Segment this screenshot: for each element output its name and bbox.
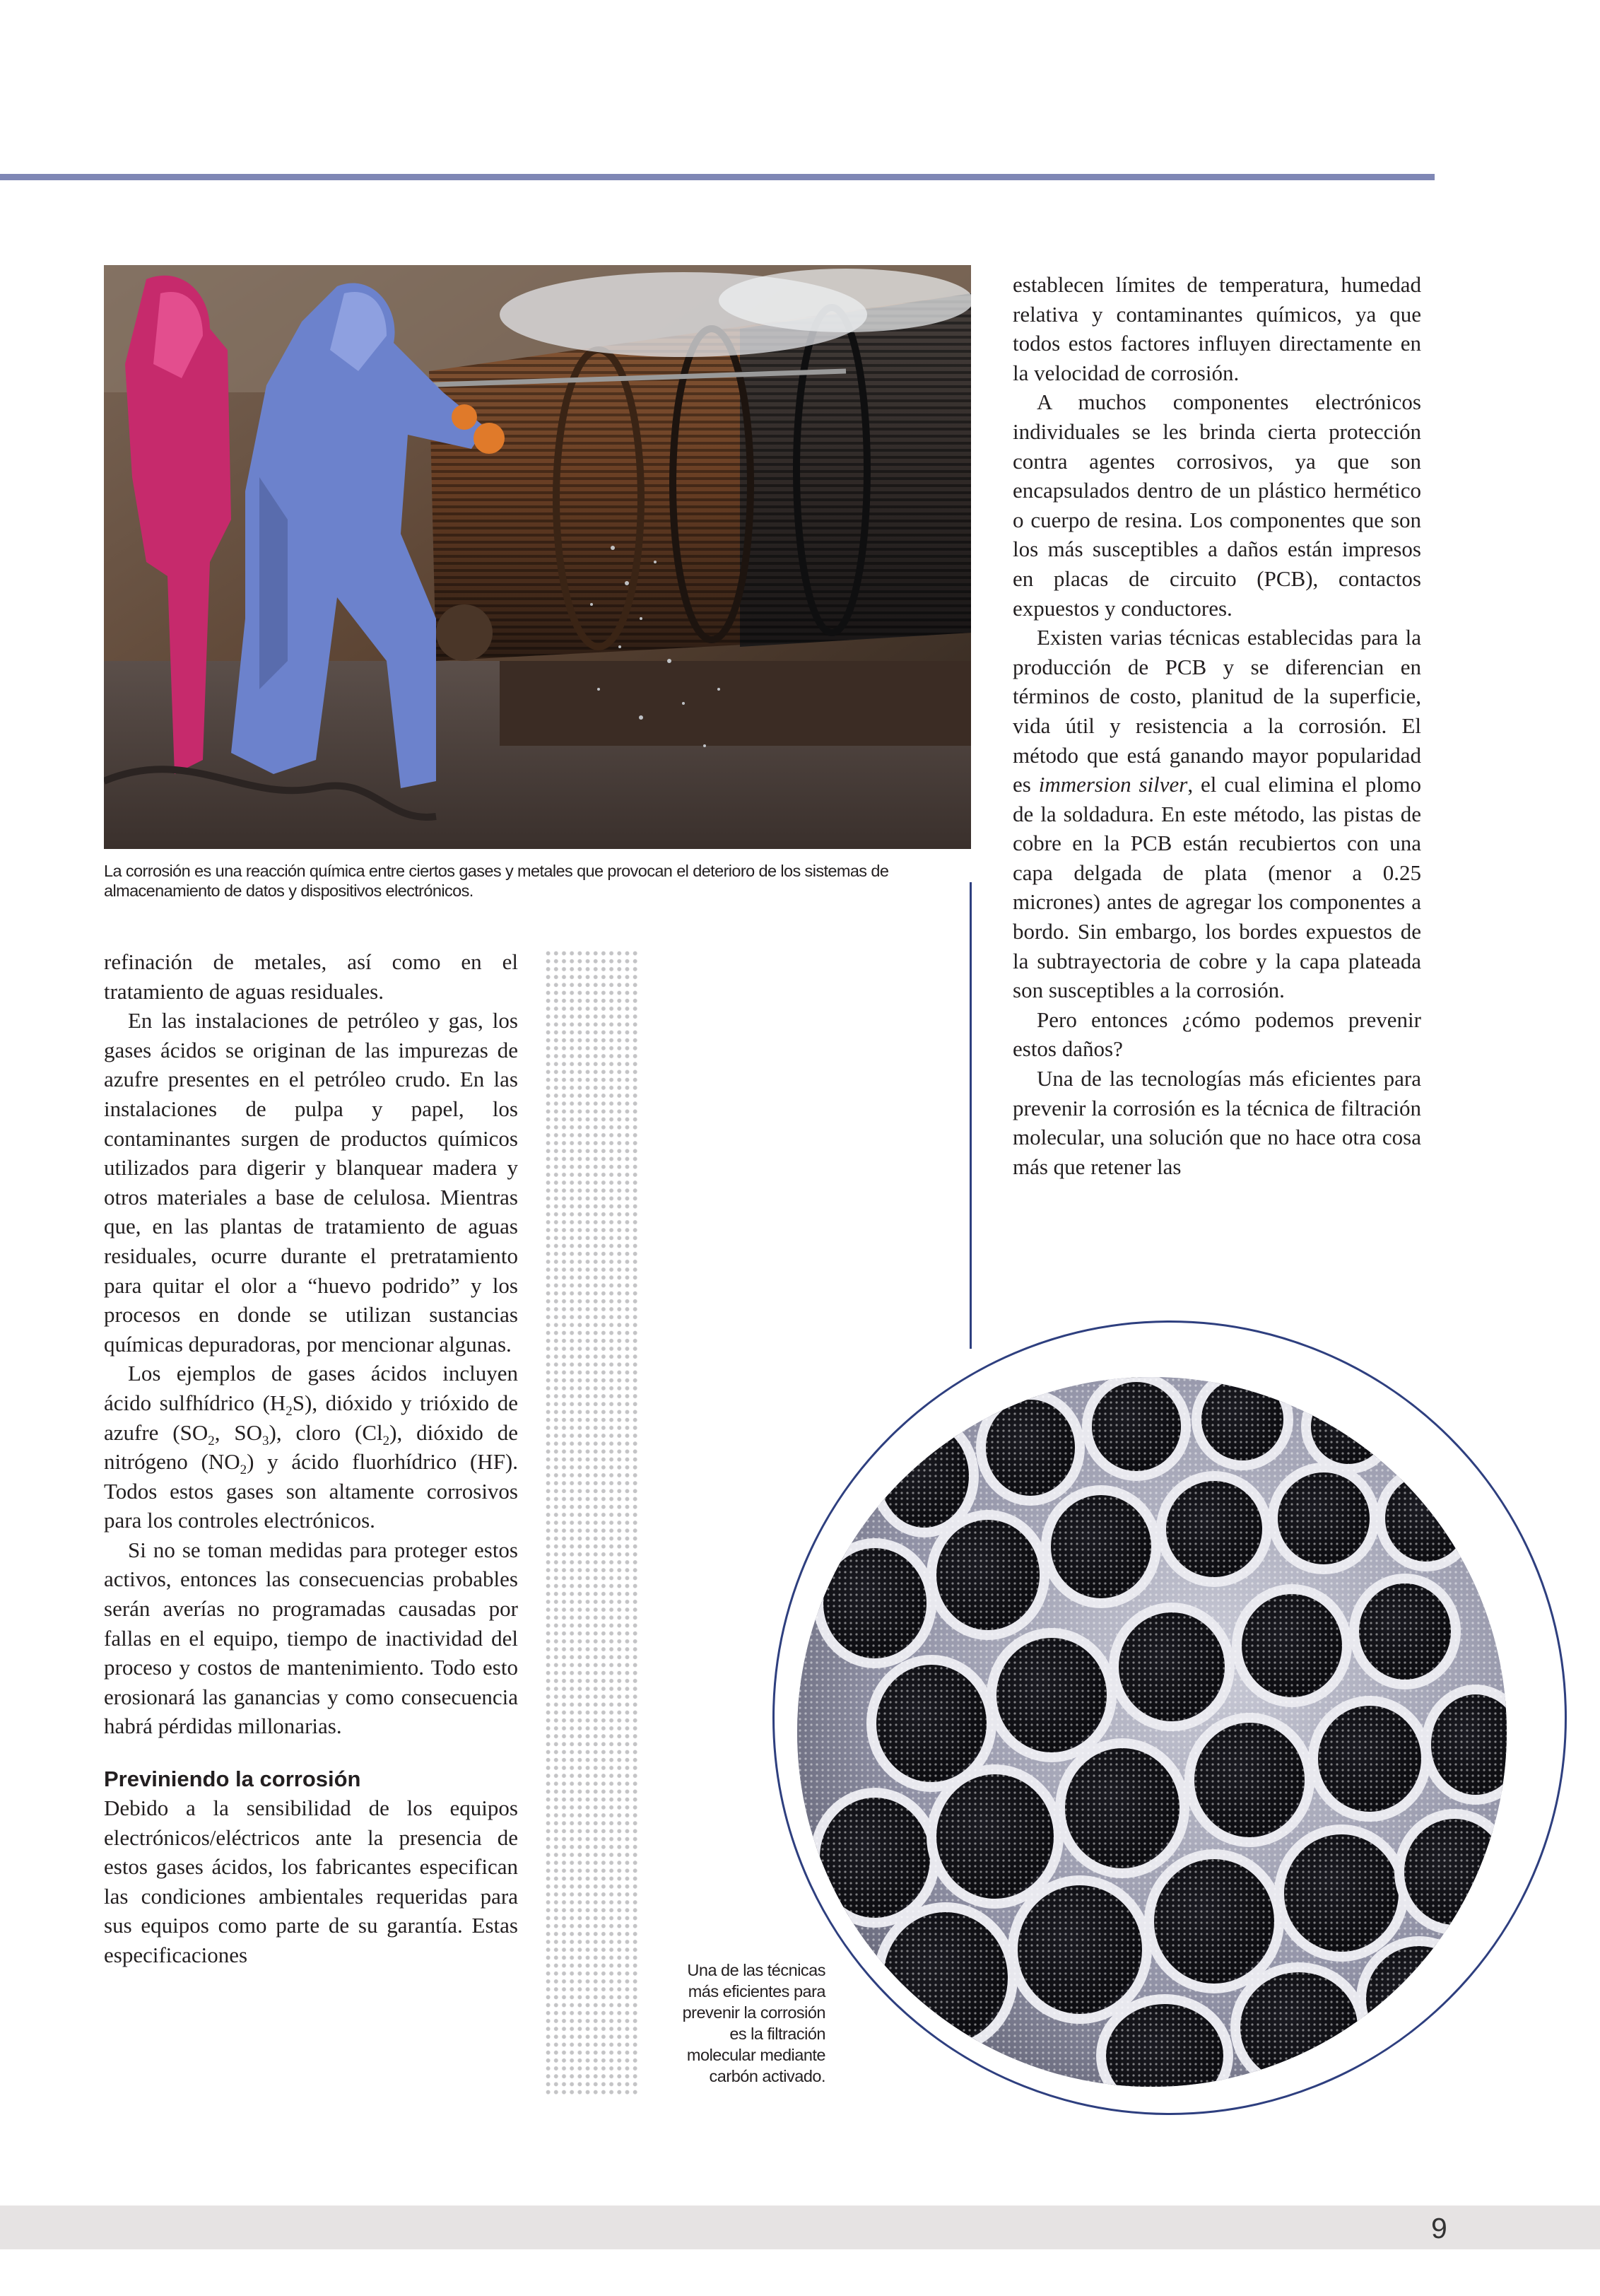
- paragraph-acid-gases: Los ejemplos de gases ácidos incluyen ácido sulfhídrico $(H_2S)$, dióxido y trióxido de azufre ($SO_2$, $SO_3$), cloro $(Cl_2)$, dióxido de nitrógeno $(NO_2)$ y ácido fluorhídrico (HF). Todos estos gases son altamente corrosivos para los controles electrónicos.: [104, 1361, 519, 1533]
- text-column-right: [1013, 270, 1421, 1181]
- caption-line: más eficientes para: [688, 1982, 825, 2001]
- header-rule: [0, 174, 1435, 180]
- text-column-left: [104, 947, 518, 1970]
- paragraph: Una de las tecnologías más eficientes para prevenir la corrosión es la técnica de filtración molecular, una solución que no hace otra cosa más que retener las: [1013, 1066, 1421, 1179]
- dot-pattern-divider: [544, 949, 640, 2096]
- paragraph: refinación de metales, así como en el tratamiento de aguas residuales.: [104, 949, 518, 1004]
- caption-line: carbón activado.: [709, 2067, 825, 2085]
- caption-line: Una de las técnicas: [687, 1961, 825, 1979]
- paragraph: Debido a la sensibilidad de los equipos electrónicos/eléctricos ante la presencia de estos gases ácidos, los fabricantes especifican las condiciones ambientales requeridas para sus equipos como parte de su garantía. Estas especificaciones: [104, 1796, 518, 1967]
- caption-line: prevenir la corrosión: [682, 2003, 825, 2022]
- photo2-caption: [636, 1960, 825, 2087]
- caption-line: molecular mediante: [686, 2046, 825, 2064]
- footer-band: [0, 2206, 1600, 2249]
- caption-line: es la filtración: [729, 2025, 825, 2043]
- paragraph: establecen límites de temperatura, humedad relativa y contaminantes químicos, ya que todos estos factores influyen directamente en la velocidad de corrosión.: [1013, 272, 1421, 385]
- section-heading: Previniendo la corrosión: [104, 1767, 361, 1792]
- paragraph: A muchos componentes electrónicos individuales se les brinda cierta protección contra agentes corrosivos, ya que son encapsulados dentro de un plástico hermético o cuerpo de resina. Los componentes que son los más susceptibles a daños están impresos en placas de circuito (PCB), contactos expuestos y conductores.: [1013, 390, 1421, 621]
- paragraph: En las instalaciones de petróleo y gas, los gases ácidos se originan de las impurezas de azufre presentes en el petróleo crudo. En las instalaciones de pulpa y papel, los contaminantes surgen de productos químicos utilizados para digerir y blanquear madera y otros materiales a base de celulosa. Mientras que, en las plantas de tratamiento de aguas residuales, ocurre durante el pretratamiento para quitar el olor a “huevo podrido” y los procesos en donde se utilizan sustancias químicas depuradoras, por mencionar algunas.: [104, 1008, 518, 1357]
- decorative-vertical-line: [970, 882, 972, 1349]
- paragraph: Pero entonces ¿cómo podemos prevenir estos daños?: [1013, 1007, 1421, 1062]
- photo1-caption: La corrosión es una reacción química entre ciertos gases y metales que provocan el deterioro de los sistemas de almacenamiento de datos y dispositivos electrónicos.: [104, 862, 889, 900]
- paragraph-pcb: Existen varias técnicas establecidas para la producción de PCB y se diferencian en términos de costo, planitud de la superficie, vida útil y resistencia a la corrosión. El método que está ganando mayor popularidad es immersion silver, el cual elimina el plomo de la soldadura. En este método, las pistas de cobre en la PCB están recubiertos con una capa delgada de plata (menor a 0.25 micrones) antes de agregar los componentes a bordo. Sin embargo, los bordes expuestos de la subtrayectoria de cobre y la capa plateada son susceptibles a la corrosión.: [1013, 625, 1422, 1003]
- page-number: 9: [1431, 2212, 1447, 2244]
- workers-cleaning-heat-exchanger-photo: [104, 265, 971, 849]
- activated-carbon-filter-mesh-photo: [797, 1377, 1507, 2087]
- paragraph: Si no se toman medidas para proteger estos activos, entonces las consecuencias probables serán averías no programadas causadas por fallas en el equipo, tiempo de inactividad del proceso y costos de mantenimiento. Todo esto erosionará las ganancias y como consecuencia habrá pérdidas millonarias.: [104, 1537, 518, 1739]
